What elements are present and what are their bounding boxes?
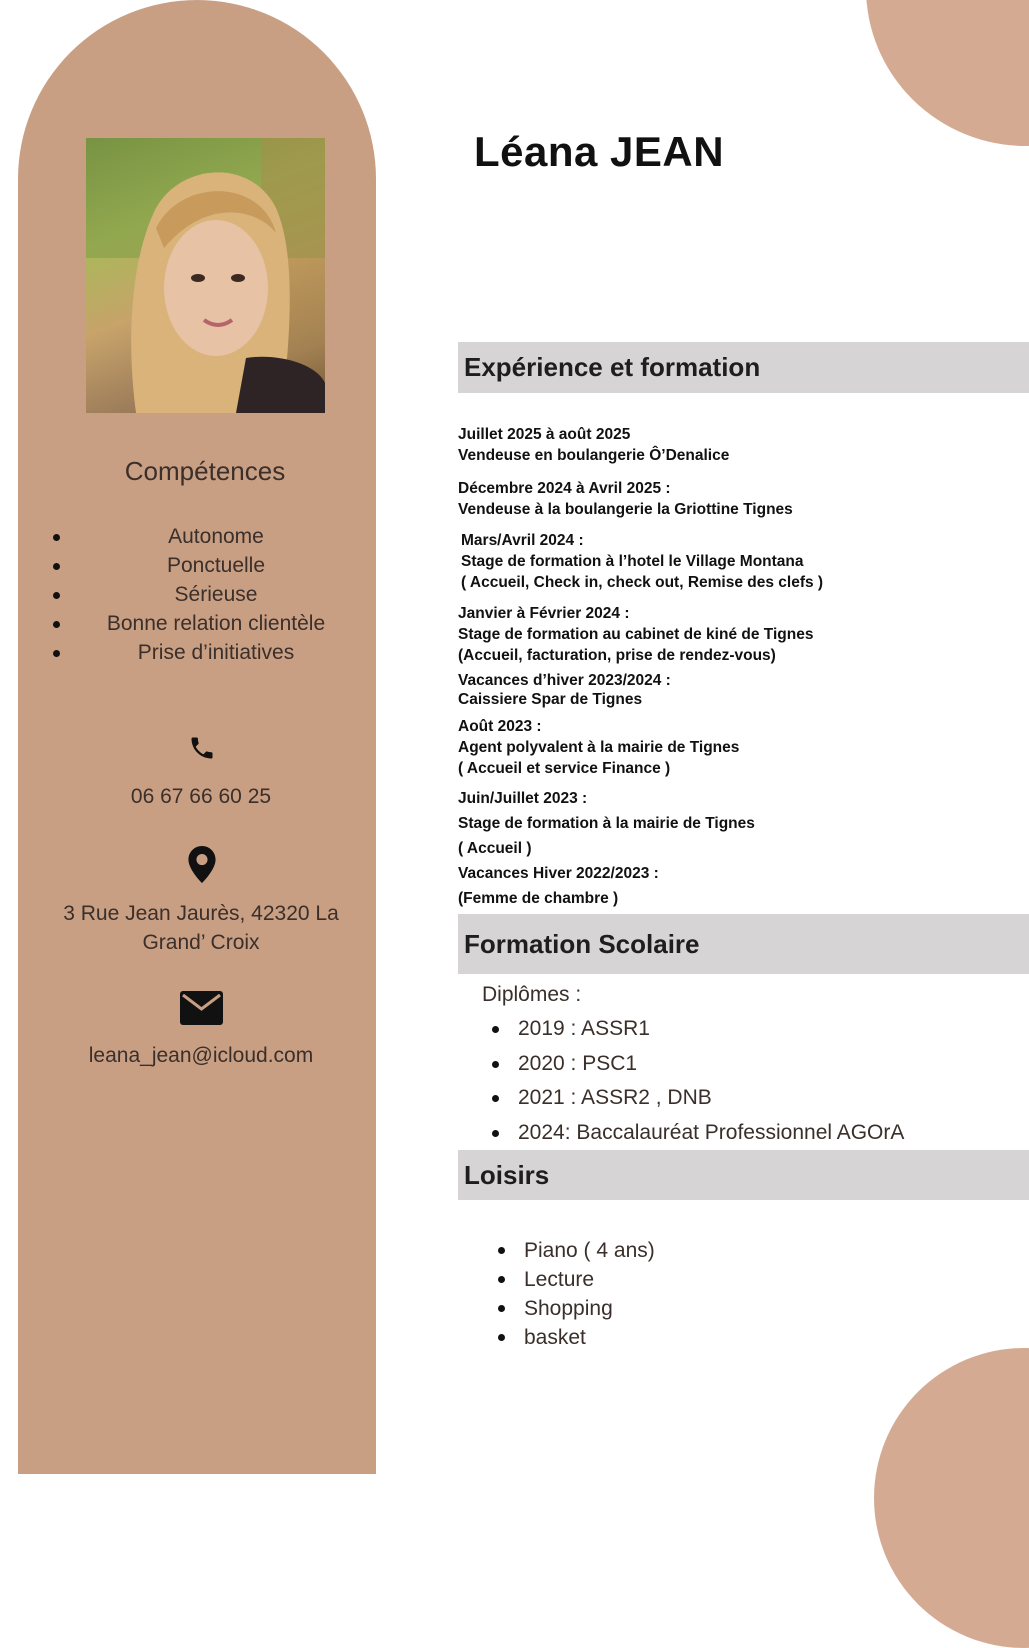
skill-item: Prise d’initiatives bbox=[0, 638, 376, 667]
bullet-icon bbox=[492, 1130, 499, 1137]
diploma-item: 2019 : ASSR1 bbox=[490, 1012, 904, 1047]
experience-entry: Décembre 2024 à Avril 2025 : Vendeuse à la boulangerie la Griottine Tignes bbox=[458, 480, 793, 518]
profile-photo bbox=[86, 138, 325, 413]
bullet-icon bbox=[492, 1095, 499, 1102]
skills-title: Compétences bbox=[124, 456, 286, 486]
bullet-icon bbox=[492, 1061, 499, 1068]
hobbies-section-header: Loisirs bbox=[458, 1150, 1029, 1200]
decorative-circle-top bbox=[866, 0, 1029, 146]
bullet-icon bbox=[498, 1276, 505, 1283]
diploma-item: 2021 : ASSR2 , DNB bbox=[490, 1081, 904, 1116]
phone-number[interactable]: 06 67 66 60 25 bbox=[130, 785, 272, 808]
diplomas-label: Diplômes : bbox=[482, 983, 582, 1006]
experience-entry: Août 2023 : Agent polyvalent à la mairie de Tignes ( Accueil et service Finance ) bbox=[458, 718, 740, 777]
hobbies-list bbox=[496, 1236, 655, 1352]
diploma-item: 2020 : PSC1 bbox=[490, 1047, 904, 1082]
profile-photo-illustration bbox=[86, 138, 325, 413]
bullet-icon bbox=[53, 592, 60, 599]
education-section-header: Formation Scolaire bbox=[458, 914, 1029, 974]
experience-entry: Vacances Hiver 2022/2023 : (Femme de chambre ) bbox=[458, 865, 659, 907]
experience-entry: Janvier à Février 2024 : Stage de formation au cabinet de kiné de Tignes (Accueil, facturation, prise de rendez-vous) bbox=[458, 605, 814, 664]
bullet-icon bbox=[53, 621, 60, 628]
skill-item: Bonne relation clientèle bbox=[0, 609, 376, 638]
skill-item: Sérieuse bbox=[0, 580, 376, 609]
hobby-item: Shopping bbox=[496, 1294, 655, 1323]
skill-item: Autonome bbox=[0, 522, 376, 551]
bullet-icon bbox=[498, 1334, 505, 1341]
mail-icon bbox=[180, 991, 223, 1025]
experience-entry: Juillet 2025 à août 2025 Vendeuse en boulangerie Ô’Denalice bbox=[458, 426, 730, 464]
experience-entry: Vacances d’hiver 2023/2024 : Caissiere Spar de Tignes bbox=[458, 672, 671, 708]
location-pin-icon bbox=[187, 846, 217, 883]
bullet-icon bbox=[53, 534, 60, 541]
address-line-1: 3 Rue Jean Jaurès, 42320 La bbox=[63, 902, 339, 925]
email-link[interactable]: leana_jean@icloud.com bbox=[88, 1044, 314, 1067]
address-line-2: Grand’ Croix bbox=[142, 931, 260, 954]
experience-entry: Juin/Juillet 2023 : Stage de formation à la mairie de Tignes ( Accueil ) bbox=[458, 790, 755, 857]
bullet-icon bbox=[498, 1247, 505, 1254]
bullet-icon bbox=[492, 1026, 499, 1033]
hobby-item: Piano ( 4 ans) bbox=[496, 1236, 655, 1265]
address bbox=[40, 899, 362, 957]
hobby-item: basket bbox=[496, 1323, 655, 1352]
skills-list bbox=[0, 522, 376, 667]
bullet-icon bbox=[498, 1305, 505, 1312]
candidate-name: Léana JEAN bbox=[474, 128, 725, 175]
experience-entry: Mars/Avril 2024 : Stage de formation à l’hotel le Village Montana ( Accueil, Check in, check out, Remise des clefs ) bbox=[461, 532, 824, 591]
bullet-icon bbox=[53, 650, 60, 657]
experience-section-header: Expérience et formation bbox=[458, 342, 1029, 393]
skill-item: Ponctuelle bbox=[0, 551, 376, 580]
diploma-item: 2024: Baccalauréat Professionnel AGOrA bbox=[490, 1116, 904, 1151]
phone-icon bbox=[188, 732, 216, 764]
hobby-item: Lecture bbox=[496, 1265, 655, 1294]
decorative-circle-bottom bbox=[874, 1348, 1029, 1648]
bullet-icon bbox=[53, 563, 60, 570]
diplomas-list bbox=[490, 1012, 904, 1150]
